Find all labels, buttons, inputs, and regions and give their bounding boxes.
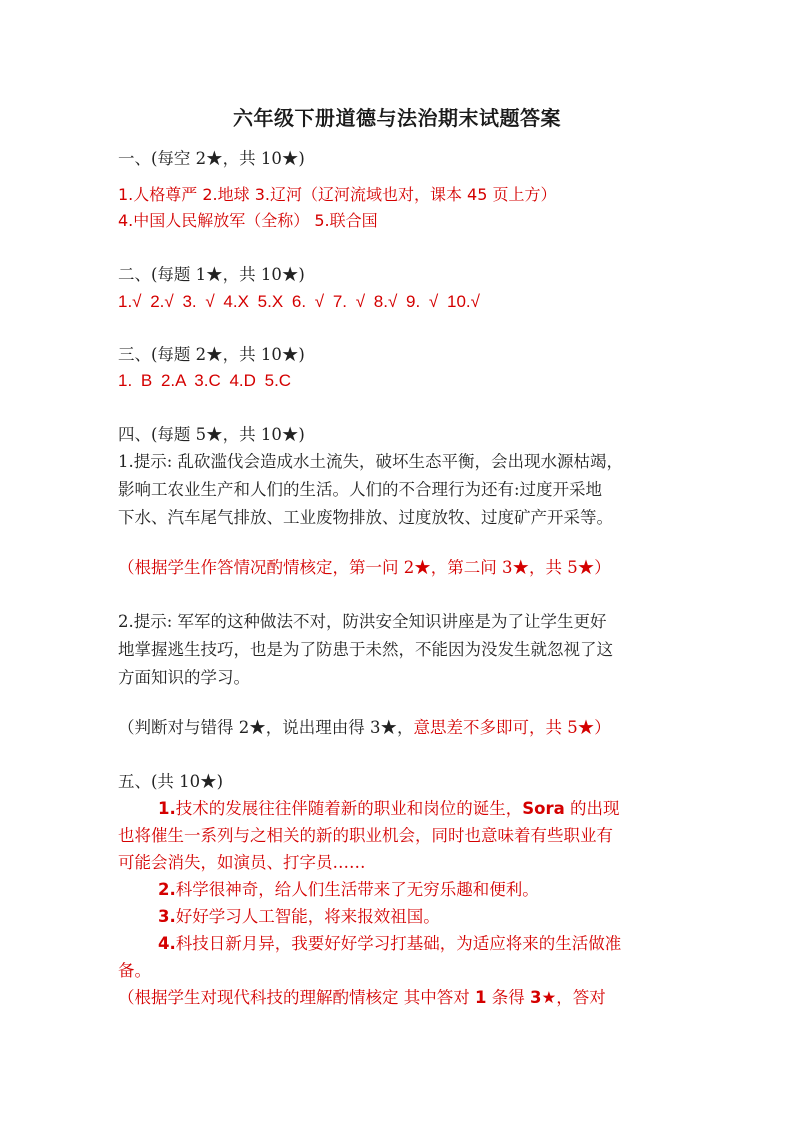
s5-point-2 [158,878,539,902]
s5-note-count: 1 [475,988,487,1007]
q2-hint-line-3: 方面知识的学习。 [118,668,250,687]
s5-point-3 [158,905,440,929]
q2-hint-line-2: 地掌握逃生技巧，也是为了防患于未然，不能因为没发生就忽视了这 [118,640,613,659]
q2-hint-line-1: 2.提示: 军军的这种做法不对，防洪安全知识讲座是为了让学生更好 [118,612,607,631]
q2-scoring-note [118,716,611,740]
s5-note-part-a: （根据学生对现代科技的理解酌情核定 其中答对 [118,988,475,1007]
s5-point-1-line-3: 可能会消失，如演员、打字员…… [118,853,366,872]
section-1-answers-line-1: 1.人格尊严 2.地球 3.辽河（辽河流域也对，课本 45 页上方） [118,185,557,204]
s5-point-4-line-2: 备。 [118,961,151,980]
s5-point-1-text-b: 的出现 [564,799,620,818]
section-3-heading: 三、(每题 2★，共 10★) [118,345,305,364]
s5-point-4-line-1 [158,932,621,956]
s5-point-1-number: 1. [158,799,176,818]
s5-point-1-text-a: 技术的发展往往伴随着新的职业和岗位的诞生， [175,799,523,818]
q1-hint-line-1: 1.提示: 乱砍滥伐会造成水土流失，破坏生态平衡，会出现水源枯竭， [118,452,624,471]
q2-note-part-b: 意思差不多即可，共 5★） [413,718,611,737]
section-3-answers: 1. B 2.A 3.C 4.D 5.C [118,371,292,390]
section-5-heading: 五、(共 10★) [118,772,224,791]
q1-hint-line-2: 影响工农业生产和人们的生活。人们的不合理行为还有:过度开采地 [118,480,603,499]
s5-point-1-line-2: 也将催生一系列与之相关的新的职业机会，同时也意味着有些职业有 [118,826,613,845]
q1-scoring-note: （根据学生作答情况酌情核定，第一问 2★，第二问 3★，共 5★） [118,558,611,577]
section-1-answers-line-2: 4.中国人民解放军（全称） 5.联合国 [118,211,378,230]
s5-point-1-line-1 [158,797,620,821]
s5-point-4-text: 科技日新月异，我要好好学习打基础，为适应将来的生活做准 [175,934,622,953]
section-2-answers: 1.√ 2.√ 3. √ 4.X 5.X 6. √ 7. √ 8.√ 9. √ 10.√ [118,292,480,311]
s5-point-3-number: 3. [158,907,176,926]
s5-point-4-number: 4. [158,934,176,953]
q1-hint-line-3: 下水、汽车尾气排放、工业废物排放、过度放牧、过度矿产开采等。 [118,508,613,527]
q2-note-part-a: （判断对与错得 2★，说出理由得 3★， [118,718,414,737]
s5-note-score: 3★ [529,988,557,1007]
s5-note-part-b: 条得 [486,988,530,1007]
section-1-heading: 一、(每空 2★，共 10★) [118,149,305,168]
section-4-heading: 四、(每题 5★，共 10★) [118,425,305,444]
s5-point-3-text: 好好学习人工智能，将来报效祖国。 [175,907,440,926]
sora-keyword: Sora [522,799,565,818]
s5-point-2-text: 科学很神奇，给人们生活带来了无穷乐趣和便利。 [175,880,539,899]
s5-note-part-c: ，答对 [556,988,606,1007]
section-2-heading: 二、(每题 1★，共 10★) [118,265,305,284]
page-title: 六年级下册道德与法治期末试题答案 [233,106,561,130]
s5-scoring-note [118,986,606,1010]
s5-point-2-number: 2. [158,880,176,899]
